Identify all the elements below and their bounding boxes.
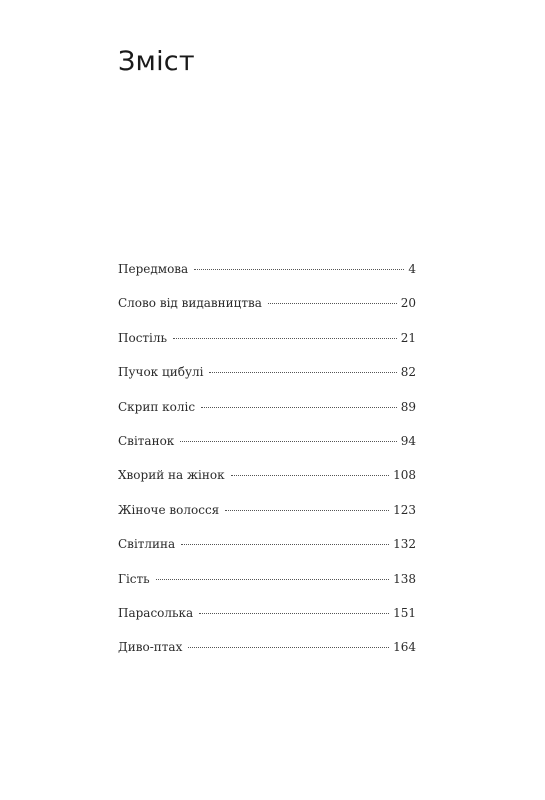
toc-entry-page: 94 [400,433,416,448]
toc-entry[interactable] [118,331,416,365]
toc-entry-page: 164 [393,640,416,655]
toc-entry[interactable] [118,468,416,502]
toc-entry[interactable] [118,434,416,468]
toc-entry-title: Парасолька [118,605,194,620]
toc-entry-title: Скрип коліс [118,399,196,414]
dot-leader [231,475,390,476]
dot-leader [188,647,389,648]
toc-entry-title: Світлина [118,537,176,552]
toc-entry-title: Гість [118,571,150,586]
table-of-contents [118,262,416,675]
toc-entry-page: 123 [393,502,416,517]
toc-entry-page: 151 [393,605,416,620]
dot-leader [268,303,397,304]
dot-leader [156,579,389,580]
toc-entry-page: 108 [393,468,416,483]
toc-entry[interactable] [118,503,416,537]
dot-leader [173,338,397,339]
dot-leader [199,613,389,614]
toc-entry[interactable] [118,537,416,571]
toc-entry[interactable] [118,262,416,296]
toc-entry-page: 20 [400,296,416,311]
toc-entry[interactable] [118,365,416,399]
toc-entry[interactable] [118,400,416,434]
toc-entry[interactable] [118,606,416,640]
dot-leader [194,269,404,270]
toc-entry[interactable] [118,296,416,330]
toc-entry-title: Жіноче волосся [118,502,220,517]
toc-entry-page: 89 [400,399,416,414]
dot-leader [180,441,396,442]
toc-entry-title: Передмова [118,262,189,276]
toc-entry-page: 132 [393,537,416,552]
toc-entry-title: Постіль [118,330,168,345]
toc-entry-title: Диво-птах [118,640,183,655]
toc-entry-page: 82 [400,365,416,380]
toc-entry-title: Слово від видавництва [118,296,262,311]
toc-entry-title: Світанок [118,433,175,448]
toc-entry[interactable] [118,572,416,606]
toc-entry-page: 21 [400,330,416,345]
toc-entry-page: 138 [393,571,416,586]
dot-leader [209,372,396,373]
dot-leader [225,510,389,511]
toc-entry-page: 4 [408,262,416,276]
toc-entry-title: Пучок цибулі [118,365,204,380]
toc-entry-title: Хворий на жінок [118,468,225,483]
dot-leader [181,544,389,545]
page-title: Зміст [118,46,195,77]
toc-entry[interactable] [118,640,416,674]
dot-leader [201,407,397,408]
